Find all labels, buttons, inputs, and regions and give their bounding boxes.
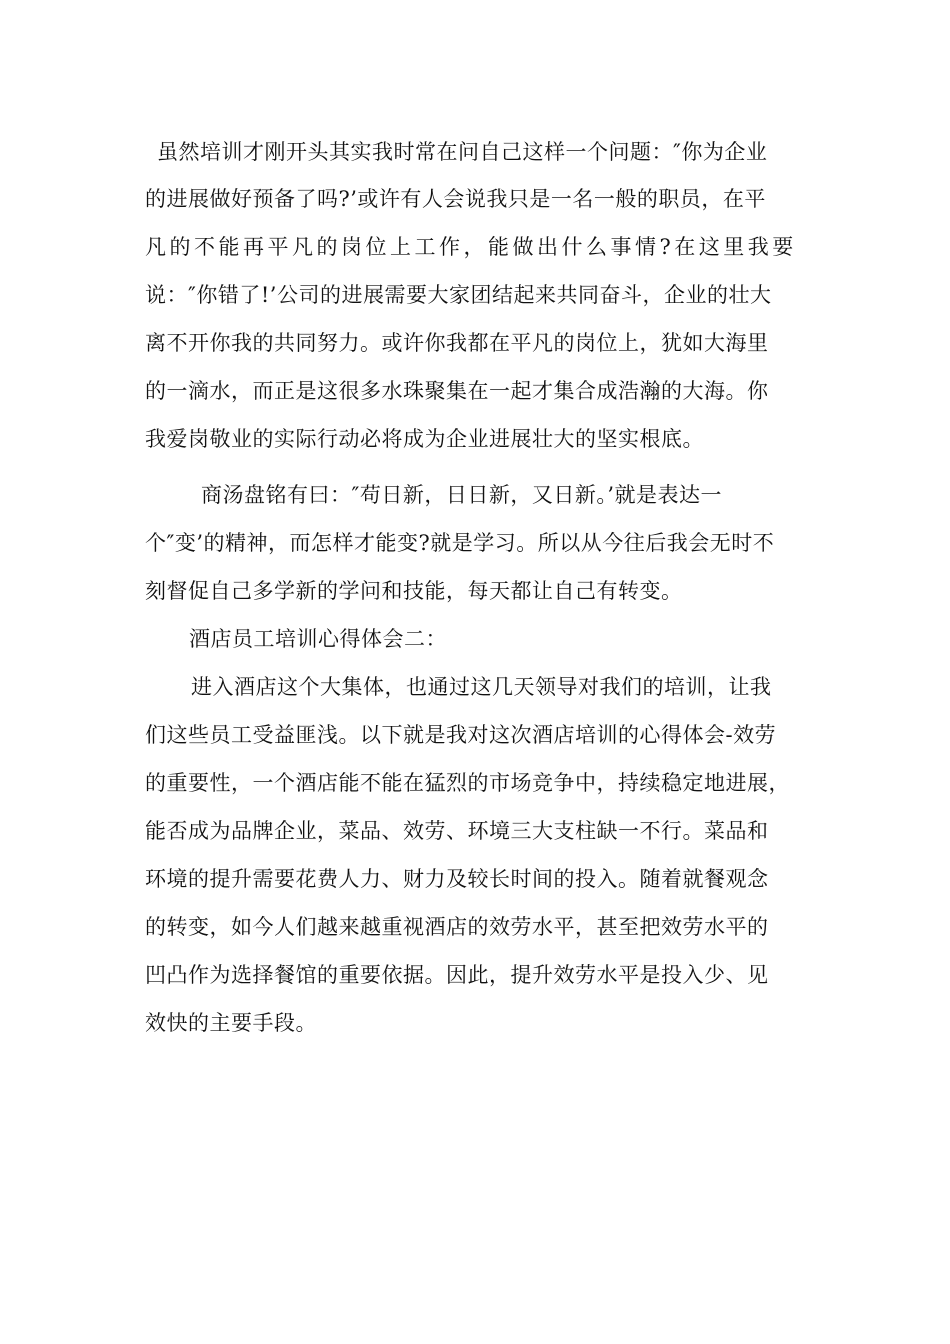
paragraph-line: 能否成为品牌企业，菜品、效劳、环境三大支柱缺一不行。菜品和 bbox=[145, 819, 769, 843]
paragraph-line: 的重要性，一个酒店能不能在猛烈的市场竞争中，持续稳定地进展， bbox=[145, 771, 790, 795]
paragraph-line: 说：″你错了!’公司的进展需要大家团结起来共同奋斗，企业的壮大 bbox=[145, 283, 772, 307]
paragraph-line: 进入酒店这个大集体，也通过这几天领导对我们的培训，让我 bbox=[191, 675, 772, 699]
paragraph-line: 效快的主要手段。 bbox=[145, 1011, 317, 1035]
section-heading-text: 酒店员工培训心得体会二： bbox=[189, 627, 447, 651]
paragraph-line: 的转变，如今人们越来越重视酒店的效劳水平，甚至把效劳水平的 bbox=[145, 915, 769, 939]
paragraph-line: 刻督促自己多学新的学问和技能，每天都让自己有转变。 bbox=[145, 579, 683, 603]
paragraph-line: 的进展做好预备了吗?’或许有人会说我只是一名一般的职员，在平 bbox=[145, 187, 766, 211]
paragraph-line: 离不开你我的共同努力。或许你我都在平凡的岗位上，犹如大海里 bbox=[145, 331, 769, 355]
paragraph-line: 商汤盘铭有曰：″苟日新，日日新，又日新。’就是表达一 bbox=[201, 483, 723, 507]
paragraph-line: 凡的不能再平凡的岗位上工作，能做出什么事情?在这里我要 bbox=[145, 235, 797, 259]
paragraph-line: 们这些员工受益匪浅。以下就是我对这次酒店培训的心得体会-效劳 bbox=[145, 723, 777, 747]
paragraph-line: 虽然培训才刚开头其实我时常在问自己这样一个问题：″你为企业 bbox=[157, 140, 768, 164]
paragraph-line: 我爱岗敬业的实际行动必将成为企业进展壮大的坚实根底。 bbox=[145, 427, 704, 451]
paragraph-line: 的一滴水，而正是这很多水珠聚集在一起才集合成浩瀚的大海。你 bbox=[145, 379, 769, 403]
paragraph-line: 个″变’的精神，而怎样才能变?就是学习。所以从今往后我会无时不 bbox=[145, 531, 775, 555]
paragraph-line: 环境的提升需要花费人力、财力及较长时间的投入。随着就餐观念 bbox=[145, 867, 769, 891]
paragraph-line: 凹凸作为选择餐馆的重要依据。因此，提升效劳水平是投入少、见 bbox=[145, 963, 769, 987]
